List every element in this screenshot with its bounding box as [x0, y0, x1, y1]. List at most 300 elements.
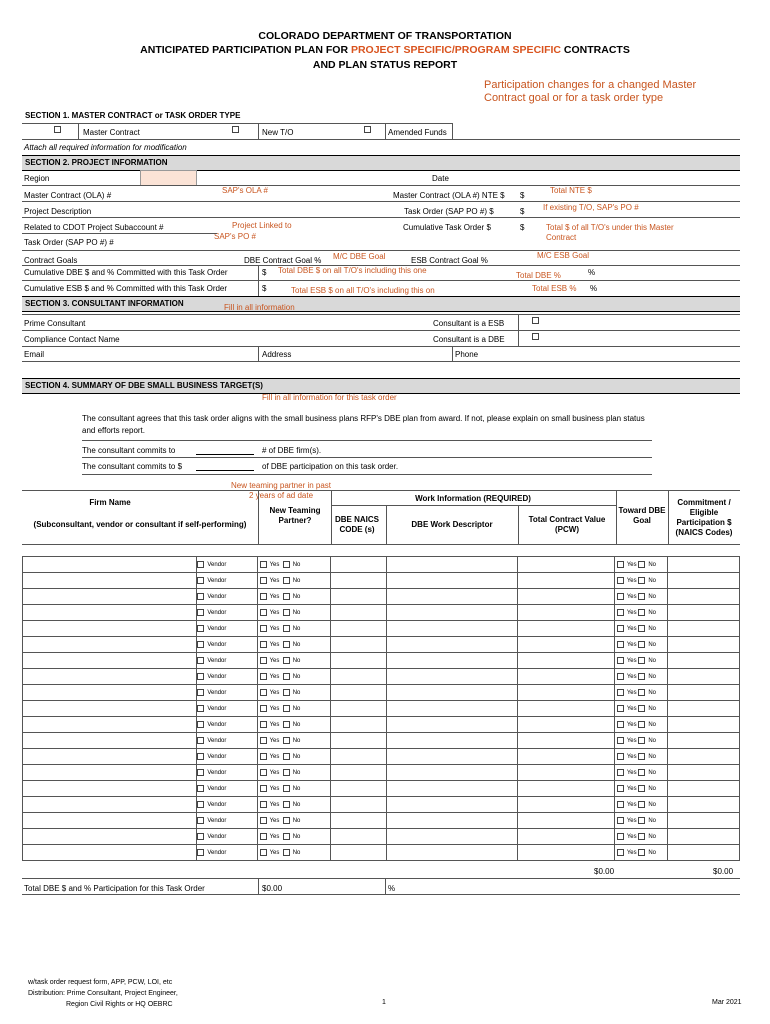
- new-partner-cell[interactable]: [257, 589, 331, 605]
- yes-checkbox[interactable]: [617, 705, 624, 712]
- tcv-cell[interactable]: [517, 685, 615, 701]
- firm-name-cell[interactable]: [23, 605, 197, 621]
- no-checkbox[interactable]: [638, 849, 645, 856]
- tcv-cell[interactable]: [517, 557, 615, 573]
- yes-checkbox[interactable]: [617, 657, 624, 664]
- alignment-statement: The consultant agrees that this task order aligns with the small business plans RFP's DBE plan from award. If not, please explain on small business plan status and efforts report.: [82, 414, 645, 435]
- firm-name-cell[interactable]: [23, 813, 197, 829]
- descriptor-cell[interactable]: [386, 845, 517, 861]
- tcv-cell[interactable]: [517, 701, 615, 717]
- yes-checkbox[interactable]: [617, 769, 624, 776]
- vendor-checkbox[interactable]: [197, 801, 204, 808]
- commitment-cell[interactable]: [668, 605, 740, 621]
- vendor-checkbox[interactable]: [197, 657, 204, 664]
- descriptor-cell[interactable]: [386, 557, 517, 573]
- new-partner-cell[interactable]: [257, 701, 331, 717]
- firm-name-header: Firm Name: [89, 498, 131, 507]
- new-partner-cell[interactable]: [257, 637, 331, 653]
- yes-checkbox[interactable]: [260, 753, 267, 760]
- yes-checkbox[interactable]: [617, 577, 624, 584]
- total-participation-label: Total DBE $ and % Participation for this Task Order: [24, 884, 205, 893]
- yes-checkbox[interactable]: [260, 769, 267, 776]
- no-checkbox[interactable]: [283, 705, 290, 712]
- vendor-checkbox[interactable]: [197, 625, 204, 632]
- vendor-label: Vendor: [207, 706, 227, 713]
- vendor-cell[interactable]: [197, 733, 258, 749]
- descriptor-cell[interactable]: [386, 653, 517, 669]
- vendor-checkbox[interactable]: [197, 577, 204, 584]
- yes-checkbox[interactable]: [260, 561, 267, 568]
- yes-checkbox[interactable]: [260, 625, 267, 632]
- tcv-cell[interactable]: [517, 669, 615, 685]
- naics-cell[interactable]: [331, 717, 386, 733]
- new-to-checkbox[interactable]: [232, 126, 239, 133]
- toward-goal-cell[interactable]: [615, 701, 668, 717]
- naics-cell[interactable]: [331, 797, 386, 813]
- no-label: No: [292, 722, 301, 729]
- tcv-cell[interactable]: [517, 637, 615, 653]
- no-label: No: [648, 754, 656, 761]
- commitment-cell[interactable]: [668, 557, 740, 573]
- no-checkbox[interactable]: [638, 833, 645, 840]
- yes-checkbox[interactable]: [617, 721, 624, 728]
- no-checkbox[interactable]: [638, 561, 645, 568]
- descriptor-cell[interactable]: [386, 685, 517, 701]
- toward-goal-cell[interactable]: [615, 637, 668, 653]
- naics-cell[interactable]: [331, 781, 386, 797]
- table-row: [23, 733, 740, 749]
- no-checkbox[interactable]: [638, 673, 645, 680]
- commitment-cell[interactable]: [668, 749, 740, 765]
- tcv-cell[interactable]: [517, 573, 615, 589]
- naics-cell[interactable]: [331, 701, 386, 717]
- yes-checkbox[interactable]: [260, 737, 267, 744]
- yes-checkbox[interactable]: [617, 593, 624, 600]
- firm-name-cell[interactable]: [23, 701, 197, 717]
- commitment-cell[interactable]: [668, 701, 740, 717]
- no-checkbox[interactable]: [638, 689, 645, 696]
- yes-checkbox[interactable]: [260, 833, 267, 840]
- tcv-cell[interactable]: [517, 781, 615, 797]
- callout-participation-changes: Participation changes for a changed Master Contract goal or for a task order type: [484, 79, 697, 104]
- no-checkbox[interactable]: [283, 609, 290, 616]
- descriptor-cell[interactable]: [386, 589, 517, 605]
- vendor-cell[interactable]: [197, 829, 258, 845]
- toward-goal-cell[interactable]: [615, 813, 668, 829]
- table-row: [23, 653, 740, 669]
- table-row: [23, 637, 740, 653]
- no-checkbox[interactable]: [283, 849, 290, 856]
- commitment-cell[interactable]: [668, 781, 740, 797]
- toward-goal-cell[interactable]: [615, 653, 668, 669]
- toward-goal-cell[interactable]: [615, 573, 668, 589]
- no-checkbox[interactable]: [283, 689, 290, 696]
- no-checkbox[interactable]: [283, 577, 290, 584]
- firm-name-cell[interactable]: [23, 733, 197, 749]
- yes-checkbox[interactable]: [260, 721, 267, 728]
- naics-cell[interactable]: [331, 637, 386, 653]
- tcv-cell[interactable]: [517, 605, 615, 621]
- vendor-label: Vendor: [207, 850, 227, 857]
- descriptor-cell[interactable]: [386, 669, 517, 685]
- firm-name-cell[interactable]: [23, 781, 197, 797]
- firm-name-cell[interactable]: [23, 685, 197, 701]
- vendor-cell[interactable]: [197, 717, 258, 733]
- vendor-checkbox[interactable]: [197, 769, 204, 776]
- descriptor-cell[interactable]: [386, 637, 517, 653]
- naics-cell[interactable]: [331, 685, 386, 701]
- yes-checkbox[interactable]: [617, 817, 624, 824]
- dbe-goal-label: DBE Contract Goal %: [244, 256, 322, 265]
- firm-name-cell[interactable]: [23, 829, 197, 845]
- vendor-cell[interactable]: [197, 669, 258, 685]
- yes-checkbox[interactable]: [617, 833, 624, 840]
- new-partner-cell[interactable]: [257, 765, 331, 781]
- no-checkbox[interactable]: [638, 641, 645, 648]
- new-partner-cell[interactable]: [257, 669, 331, 685]
- yes-checkbox[interactable]: [617, 689, 624, 696]
- yes-checkbox[interactable]: [260, 705, 267, 712]
- tcv-cell[interactable]: [517, 621, 615, 637]
- yes-checkbox[interactable]: [260, 689, 267, 696]
- new-partner-cell[interactable]: [257, 733, 331, 749]
- yes-checkbox[interactable]: [260, 593, 267, 600]
- yes-label: Yes: [626, 722, 637, 729]
- toward-goal-cell[interactable]: [615, 605, 668, 621]
- vendor-cell[interactable]: [197, 685, 258, 701]
- no-checkbox[interactable]: [283, 641, 290, 648]
- descriptor-cell[interactable]: [386, 813, 517, 829]
- naics-cell[interactable]: [331, 765, 386, 781]
- naics-cell[interactable]: [331, 557, 386, 573]
- address-label: Address: [262, 350, 292, 359]
- yes-checkbox[interactable]: [617, 753, 624, 760]
- vendor-checkbox[interactable]: [197, 737, 204, 744]
- no-checkbox[interactable]: [283, 753, 290, 760]
- new-partner-cell[interactable]: [257, 749, 331, 765]
- tcv-cell[interactable]: [517, 653, 615, 669]
- new-partner-cell[interactable]: [257, 813, 331, 829]
- naics-cell[interactable]: [331, 605, 386, 621]
- new-partner-cell[interactable]: [257, 797, 331, 813]
- no-checkbox[interactable]: [283, 785, 290, 792]
- tcv-cell[interactable]: [517, 797, 615, 813]
- yes-checkbox[interactable]: [617, 561, 624, 568]
- descriptor-cell[interactable]: [386, 829, 517, 845]
- no-label: No: [648, 802, 656, 809]
- no-checkbox[interactable]: [283, 833, 290, 840]
- no-checkbox[interactable]: [283, 801, 290, 808]
- toward-goal-cell[interactable]: [615, 557, 668, 573]
- toward-goal-cell[interactable]: [615, 829, 668, 845]
- tcv-cell[interactable]: [517, 589, 615, 605]
- commitment-cell[interactable]: [668, 653, 740, 669]
- vendor-checkbox[interactable]: [197, 721, 204, 728]
- compliance-contact-label: Compliance Contact Name: [24, 335, 120, 344]
- yes-checkbox[interactable]: [260, 817, 267, 824]
- vendor-cell[interactable]: [197, 557, 258, 573]
- commit-firms-input[interactable]: [196, 454, 254, 455]
- new-partner-cell[interactable]: [257, 653, 331, 669]
- vendor-cell[interactable]: [197, 845, 258, 861]
- yes-checkbox[interactable]: [617, 785, 624, 792]
- yes-checkbox[interactable]: [617, 801, 624, 808]
- yes-checkbox[interactable]: [260, 657, 267, 664]
- no-checkbox[interactable]: [638, 737, 645, 744]
- total-esb-all-note: Total ESB $ on all T/O's including this on: [291, 286, 435, 295]
- total-nte-note: Total NTE $: [550, 186, 592, 195]
- toward-goal-cell[interactable]: [615, 733, 668, 749]
- vendor-cell[interactable]: [197, 813, 258, 829]
- yes-checkbox[interactable]: [617, 609, 624, 616]
- no-checkbox[interactable]: [283, 625, 290, 632]
- new-to-option[interactable]: [232, 125, 242, 134]
- vendor-checkbox[interactable]: [197, 641, 204, 648]
- tcv-cell[interactable]: [517, 829, 615, 845]
- yes-checkbox[interactable]: [260, 785, 267, 792]
- no-checkbox[interactable]: [283, 817, 290, 824]
- no-checkbox[interactable]: [638, 593, 645, 600]
- new-partner-cell[interactable]: [257, 605, 331, 621]
- yes-checkbox[interactable]: [260, 577, 267, 584]
- vendor-checkbox[interactable]: [197, 673, 204, 680]
- yes-checkbox[interactable]: [617, 849, 624, 856]
- yes-checkbox[interactable]: [260, 609, 267, 616]
- no-label: No: [292, 610, 301, 617]
- firm-name-cell[interactable]: [23, 797, 197, 813]
- descriptor-cell[interactable]: [386, 621, 517, 637]
- total-all-to-note: Total $ of all T/O's under this Master Contract: [546, 223, 674, 242]
- descriptor-cell[interactable]: [386, 733, 517, 749]
- no-checkbox[interactable]: [638, 609, 645, 616]
- master-contract-checkbox[interactable]: [54, 126, 61, 133]
- commitment-cell[interactable]: [668, 829, 740, 845]
- new-partner-cell[interactable]: [257, 845, 331, 861]
- tcv-cell[interactable]: [517, 749, 615, 765]
- new-partner-cell[interactable]: [257, 685, 331, 701]
- no-checkbox[interactable]: [638, 769, 645, 776]
- yes-checkbox[interactable]: [617, 737, 624, 744]
- commitment-cell[interactable]: [668, 573, 740, 589]
- commitment-cell[interactable]: [668, 621, 740, 637]
- commitment-cell[interactable]: [668, 669, 740, 685]
- yes-checkbox[interactable]: [260, 641, 267, 648]
- naics-cell[interactable]: [331, 669, 386, 685]
- new-partner-cell[interactable]: [257, 781, 331, 797]
- commitment-cell[interactable]: [668, 733, 740, 749]
- toward-goal-cell[interactable]: [615, 669, 668, 685]
- firm-name-cell[interactable]: [23, 765, 197, 781]
- no-checkbox[interactable]: [283, 561, 290, 568]
- cumulative-to-dollar: $: [520, 223, 525, 232]
- no-checkbox[interactable]: [638, 657, 645, 664]
- naics-cell[interactable]: [331, 589, 386, 605]
- no-checkbox[interactable]: [638, 801, 645, 808]
- descriptor-cell[interactable]: [386, 573, 517, 589]
- toward-goal-cell[interactable]: [615, 589, 668, 605]
- toward-goal-cell[interactable]: [615, 845, 668, 861]
- toward-goal-cell[interactable]: [615, 765, 668, 781]
- amended-funds-option[interactable]: [364, 125, 374, 134]
- new-partner-cell[interactable]: [257, 717, 331, 733]
- vendor-cell[interactable]: [197, 749, 258, 765]
- yes-checkbox[interactable]: [260, 801, 267, 808]
- vendor-cell[interactable]: [197, 621, 258, 637]
- yes-checkbox[interactable]: [617, 641, 624, 648]
- vendor-checkbox[interactable]: [197, 817, 204, 824]
- new-partner-cell[interactable]: [257, 573, 331, 589]
- no-checkbox[interactable]: [283, 593, 290, 600]
- tcv-cell[interactable]: [517, 765, 615, 781]
- no-checkbox[interactable]: [638, 577, 645, 584]
- commitment-cell[interactable]: [668, 845, 740, 861]
- no-checkbox[interactable]: [638, 625, 645, 632]
- commitment-cell[interactable]: [668, 589, 740, 605]
- vendor-checkbox[interactable]: [197, 833, 204, 840]
- vendor-label: Vendor: [207, 578, 227, 585]
- consultant-dbe-option[interactable]: [532, 332, 542, 341]
- tcv-cell[interactable]: [517, 717, 615, 733]
- vendor-label: Vendor: [207, 738, 227, 745]
- naics-cell[interactable]: [331, 845, 386, 861]
- yes-label: Yes: [626, 786, 637, 793]
- toward-goal-cell[interactable]: [615, 717, 668, 733]
- toward-goal-cell[interactable]: [615, 685, 668, 701]
- no-checkbox[interactable]: [638, 785, 645, 792]
- vendor-cell[interactable]: [197, 701, 258, 717]
- commitment-cell[interactable]: [668, 637, 740, 653]
- commit-dollars-input[interactable]: [196, 470, 254, 471]
- vendor-checkbox[interactable]: [197, 753, 204, 760]
- vendor-checkbox[interactable]: [197, 609, 204, 616]
- descriptor-cell[interactable]: [386, 797, 517, 813]
- firm-name-cell[interactable]: [23, 557, 197, 573]
- naics-cell[interactable]: [331, 813, 386, 829]
- vendor-cell[interactable]: [197, 589, 258, 605]
- new-partner-cell[interactable]: [257, 621, 331, 637]
- firm-name-cell[interactable]: [23, 573, 197, 589]
- commitment-cell[interactable]: [668, 765, 740, 781]
- no-checkbox[interactable]: [283, 673, 290, 680]
- vendor-checkbox[interactable]: [197, 561, 204, 568]
- yes-checkbox[interactable]: [260, 849, 267, 856]
- vendor-cell[interactable]: [197, 797, 258, 813]
- yes-label: Yes: [626, 850, 637, 857]
- footer-line-3: Region Civil Rights or HQ OEBRC: [66, 1001, 173, 1008]
- mc-dbe-goal-note: M/C DBE Goal: [333, 252, 386, 261]
- firm-name-cell[interactable]: [23, 589, 197, 605]
- vendor-checkbox[interactable]: [197, 689, 204, 696]
- descriptor-cell[interactable]: [386, 765, 517, 781]
- yes-checkbox[interactable]: [260, 673, 267, 680]
- consultant-esb-option[interactable]: [532, 316, 542, 325]
- firm-name-cell[interactable]: [23, 749, 197, 765]
- no-checkbox[interactable]: [283, 657, 290, 664]
- no-label: No: [648, 642, 656, 649]
- toward-goal-cell[interactable]: [615, 749, 668, 765]
- new-partner-cell[interactable]: [257, 829, 331, 845]
- toward-goal-cell[interactable]: [615, 797, 668, 813]
- yes-label: Yes: [269, 802, 280, 809]
- descriptor-cell[interactable]: [386, 605, 517, 621]
- no-checkbox[interactable]: [638, 705, 645, 712]
- yes-label: Yes: [269, 610, 280, 617]
- no-checkbox[interactable]: [638, 753, 645, 760]
- region-input[interactable]: [140, 170, 197, 186]
- vendor-cell[interactable]: [197, 605, 258, 621]
- section-3-fill-note: Fill in all information: [224, 303, 295, 312]
- no-checkbox[interactable]: [638, 721, 645, 728]
- naics-cell[interactable]: [331, 653, 386, 669]
- consultant-esb-checkbox[interactable]: [532, 317, 539, 324]
- amended-funds-checkbox[interactable]: [364, 126, 371, 133]
- descriptor-cell[interactable]: [386, 701, 517, 717]
- commitment-cell[interactable]: [668, 813, 740, 829]
- commitment-cell[interactable]: [668, 797, 740, 813]
- firm-name-cell[interactable]: [23, 621, 197, 637]
- vendor-cell[interactable]: [197, 573, 258, 589]
- tcv-cell[interactable]: [517, 845, 615, 861]
- vendor-cell[interactable]: [197, 781, 258, 797]
- no-label: No: [648, 562, 656, 569]
- yes-checkbox[interactable]: [617, 673, 624, 680]
- no-label: No: [648, 674, 656, 681]
- no-checkbox[interactable]: [283, 737, 290, 744]
- vendor-checkbox[interactable]: [197, 593, 204, 600]
- descriptor-cell[interactable]: [386, 717, 517, 733]
- vendor-label: Vendor: [207, 754, 227, 761]
- vendor-cell[interactable]: [197, 653, 258, 669]
- naics-cell[interactable]: [331, 573, 386, 589]
- title-line-2-a: ANTICIPATED PARTICIPATION PLAN FOR: [140, 44, 349, 56]
- yes-label: Yes: [626, 738, 637, 745]
- vendor-cell[interactable]: [197, 765, 258, 781]
- no-checkbox[interactable]: [283, 769, 290, 776]
- consultant-dbe-checkbox[interactable]: [532, 333, 539, 340]
- firm-name-cell[interactable]: [23, 717, 197, 733]
- firm-name-cell[interactable]: [23, 637, 197, 653]
- vendor-checkbox[interactable]: [197, 785, 204, 792]
- modification-note: Attach all required information for modification: [24, 143, 187, 152]
- descriptor-cell[interactable]: [386, 749, 517, 765]
- toward-goal-cell[interactable]: [615, 781, 668, 797]
- tcv-cell[interactable]: [517, 813, 615, 829]
- work-info-header: Work Information (REQUIRED): [415, 494, 531, 503]
- new-partner-cell[interactable]: [257, 557, 331, 573]
- vendor-checkbox[interactable]: [197, 705, 204, 712]
- no-checkbox[interactable]: [638, 817, 645, 824]
- master-contract-option[interactable]: [54, 125, 64, 134]
- naics-cell[interactable]: [331, 733, 386, 749]
- commitment-cell[interactable]: [668, 685, 740, 701]
- naics-cell[interactable]: [331, 829, 386, 845]
- descriptor-cell[interactable]: [386, 781, 517, 797]
- commitment-cell[interactable]: [668, 717, 740, 733]
- naics-cell[interactable]: [331, 749, 386, 765]
- firm-name-cell[interactable]: [23, 653, 197, 669]
- no-label: No: [292, 770, 301, 777]
- firm-name-cell[interactable]: [23, 669, 197, 685]
- tcv-cell[interactable]: [517, 733, 615, 749]
- firm-name-cell[interactable]: [23, 845, 197, 861]
- naics-cell[interactable]: [331, 621, 386, 637]
- vendor-cell[interactable]: [197, 637, 258, 653]
- vendor-checkbox[interactable]: [197, 849, 204, 856]
- no-checkbox[interactable]: [283, 721, 290, 728]
- yes-checkbox[interactable]: [617, 625, 624, 632]
- toward-goal-cell[interactable]: [615, 621, 668, 637]
- no-label: No: [292, 562, 301, 569]
